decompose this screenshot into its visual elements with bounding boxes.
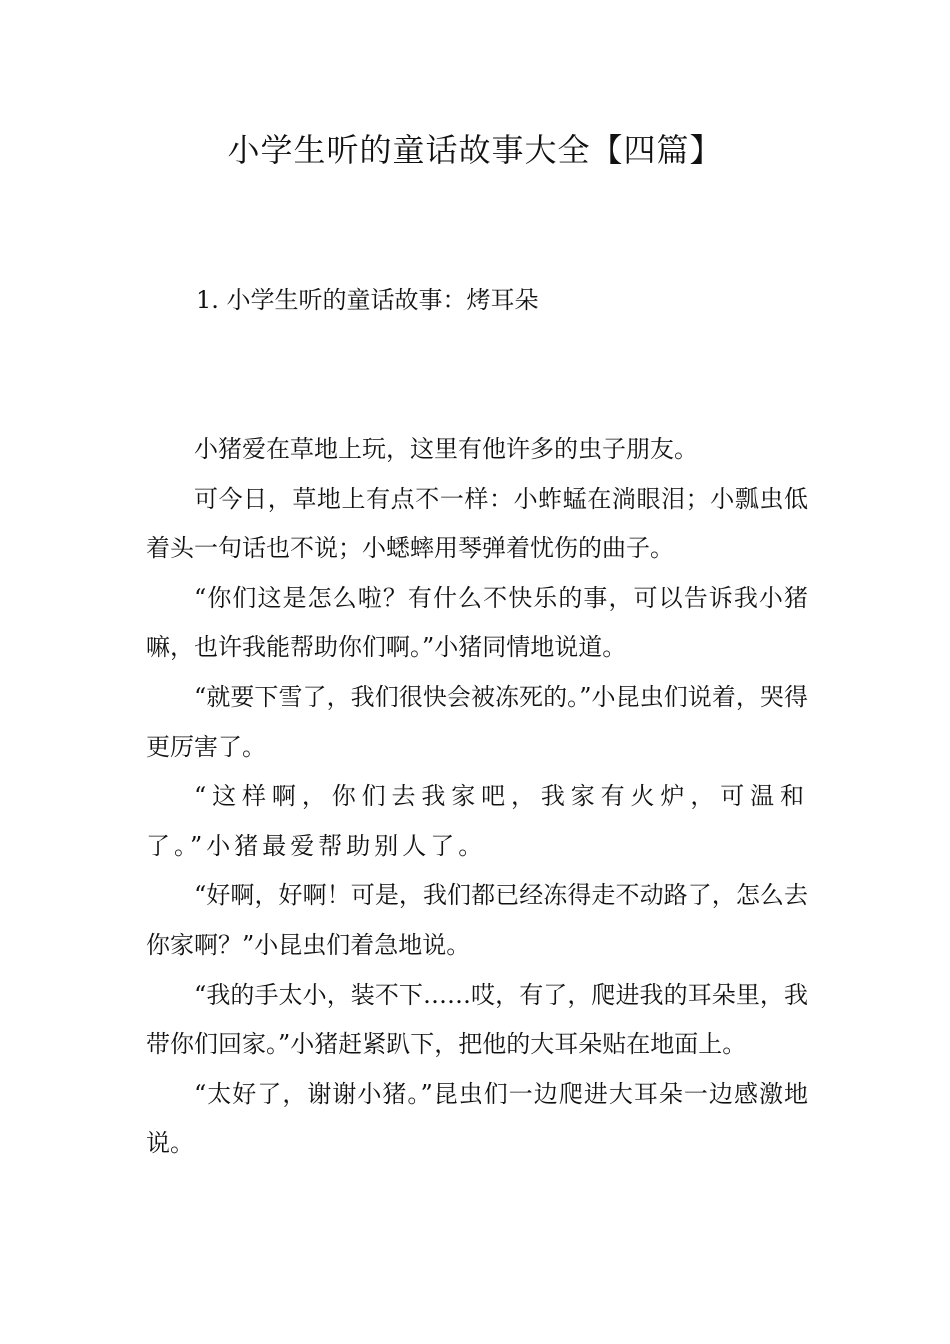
document-title: 小学生听的童话故事大全【四篇】 bbox=[227, 131, 723, 169]
paragraph: “就要下雪了，我们很快会被冻死的。”小昆虫们说着，哭得更厉害了。 bbox=[146, 682, 808, 761]
paragraph: “你们这是怎么啦？有什么不快乐的事，可以告诉我小猪嘛，也许我能帮助你们啊。”小猪同情地说道。 bbox=[146, 583, 808, 662]
paragraph: “我的手太小，装不下……哎，有了，爬进我的耳朵里，我带你们回家。”小猪赶紧趴下，把他的大耳朵贴在地面上。 bbox=[146, 980, 808, 1059]
paragraph: “好啊，好啊！可是，我们都已经冻得走不动路了，怎么去你家啊？”小昆虫们着急地说。 bbox=[146, 881, 808, 959]
story-body bbox=[146, 425, 808, 1169]
paragraph: “太好了，谢谢小猪。”昆虫们一边爬进大耳朵一边感激地说。 bbox=[146, 1079, 808, 1158]
paragraph: 可今日，草地上有点不一样：小蚱蜢在淌眼泪；小瓢虫低着头一句话也不说；小蟋蟀用琴弹着忧伤的曲子。 bbox=[146, 484, 808, 563]
paragraph: 小猪爱在草地上玩，这里有他许多的虫子朋友。 bbox=[194, 435, 698, 463]
section-heading: 1. 小学生听的童话故事：烤耳朵 bbox=[196, 286, 539, 314]
paragraph: “这样啊，你们去我家吧，我家有火炉，可温和了。”小猪最爱帮助别人了。 bbox=[146, 782, 808, 860]
